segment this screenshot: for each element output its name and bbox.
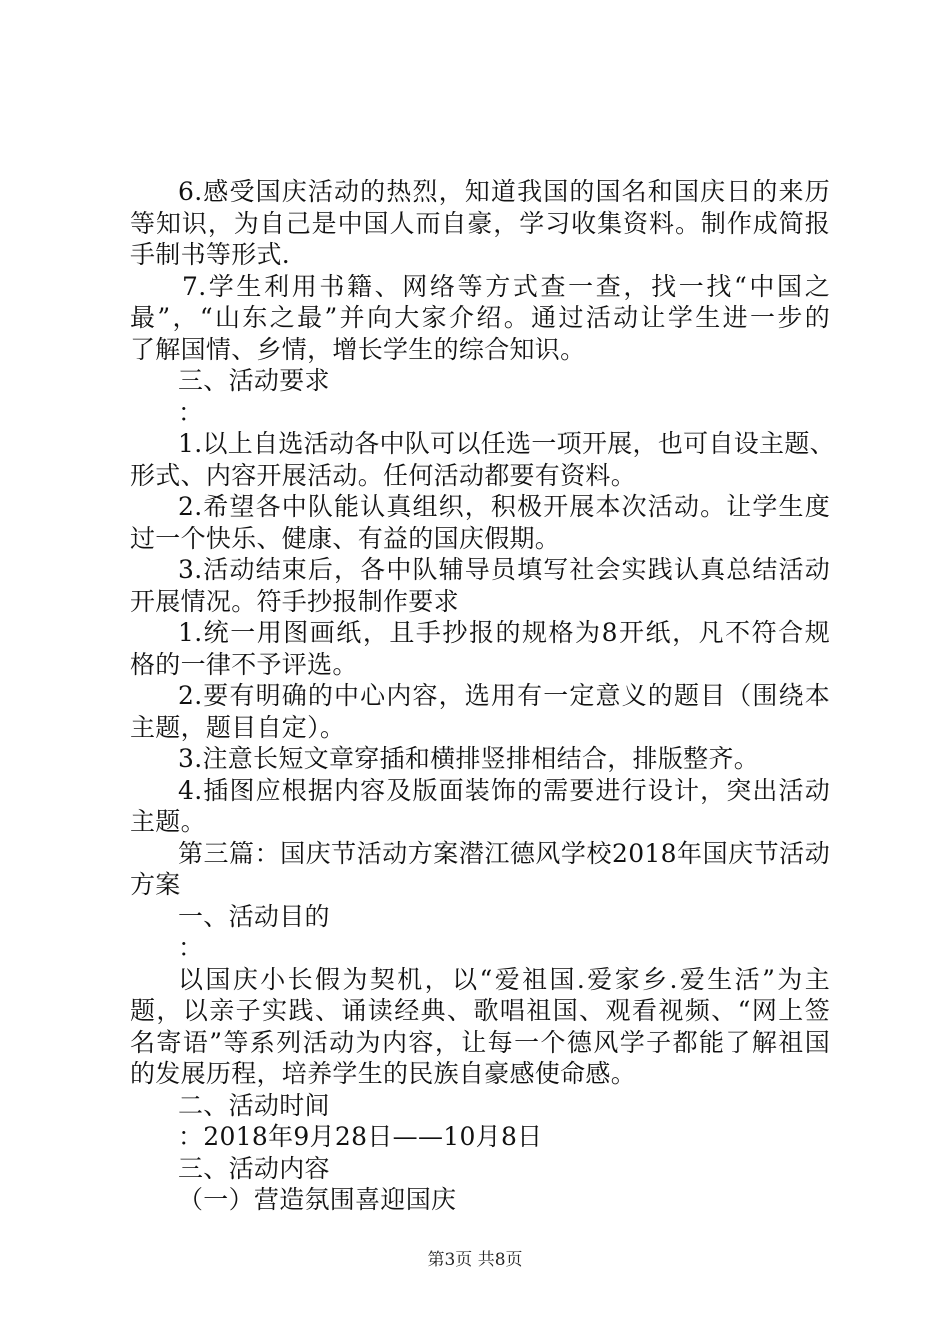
paragraph-line: 2.要有明确的中心内容，选用有一定意义的题目（围绕本: [178, 681, 830, 710]
paragraph-line: ：: [178, 397, 204, 427]
paragraph-line: 4.插图应根据内容及版面装饰的需要进行设计，突出活动: [178, 775, 830, 805]
paragraph-line: 1.以上自选活动各中队可以任选一项开展，也可自设主题、: [178, 429, 835, 458]
paragraph-line: 题，以亲子实践、诵读经典、歌唱祖国、观看视频、“网上签: [130, 996, 830, 1025]
document-body: [130, 176, 835, 1216]
paragraph-line: 以国庆小长假为契机，以“爱祖国.爱家乡.爱生活”为主: [178, 964, 830, 994]
paragraph-line: 形式、内容开展活动。任何活动都要有资料。: [130, 460, 637, 490]
paragraph-line: 格的一律不予评选。: [130, 649, 358, 679]
paragraph-line: 开展情况。符手抄报制作要求: [130, 586, 459, 616]
paragraph-line: 2.希望各中队能认真组织，积极开展本次活动。让学生度: [178, 492, 830, 521]
chapter-heading: 方案: [130, 870, 181, 899]
subsection-heading: （一）营造氛围喜迎国庆: [178, 1185, 457, 1214]
section-heading: 二、活动时间: [178, 1090, 330, 1120]
paragraph-line: 名寄语”等系列活动为内容，让每一个德风学子都能了解祖国: [130, 1027, 830, 1057]
paragraph-line: 7.学生利用书籍、网络等方式查一查，找一找“中国之: [182, 271, 830, 301]
paragraph-line: 手制书等形式.: [130, 240, 291, 269]
page-number: 第3页 共8页: [427, 1250, 523, 1270]
section-heading: 三、活动要求: [178, 366, 330, 395]
paragraph-line: 了解国情、乡情，增长学生的综合知识。: [130, 334, 586, 364]
paragraph-line: ：: [178, 933, 204, 962]
paragraph-line: 6.感受国庆活动的热烈，知道我国的国名和国庆日的来历: [178, 177, 830, 206]
paragraph-line: ：2018年9月28日——10月8日: [178, 1122, 543, 1151]
paragraph-line: 过一个快乐、健康、有益的国庆假期。: [130, 523, 561, 553]
paragraph-line: 等知识，为自己是中国人而自豪，学习收集资料。制作成简报: [130, 208, 830, 238]
paragraph-line: 主题，题目自定）。: [130, 712, 346, 742]
section-heading: 三、活动内容: [178, 1153, 330, 1183]
paragraph-line: 3.注意长短文章穿插和横排竖排相结合，排版整齐。: [178, 744, 760, 773]
paragraph-line: 3.活动结束后，各中队辅导员填写社会实践认真总结活动: [178, 555, 830, 584]
paragraph-line: 主题。: [130, 807, 206, 836]
section-heading: 一、活动目的: [178, 901, 330, 931]
paragraph-line: 最”，“山东之最”并向大家介绍。通过活动让学生进一步的: [130, 303, 830, 332]
paragraph-line: 1.统一用图画纸，且手抄报的规格为8开纸，凡不符合规: [178, 618, 830, 647]
paragraph-line: 的发展历程，培养学生的民族自豪感使命感。: [130, 1059, 637, 1088]
chapter-heading: 第三篇：国庆节活动方案潜江德风学校2018年国庆节活动: [178, 838, 830, 868]
